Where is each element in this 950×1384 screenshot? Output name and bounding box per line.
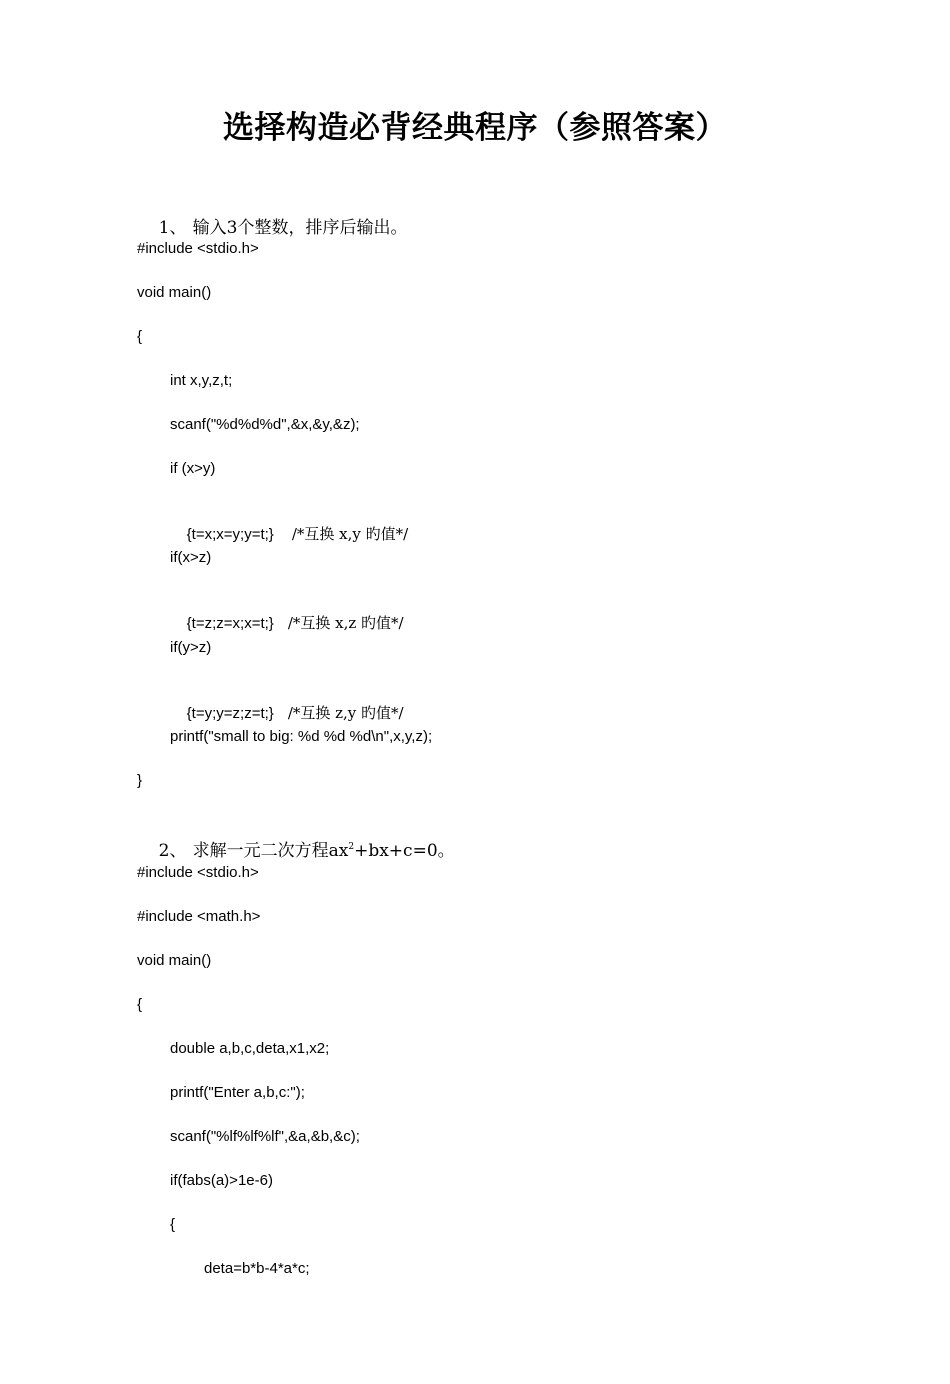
code-comment: /*互换 x,z 旳值*/ — [287, 614, 404, 632]
code-line: if(x>z) — [170, 549, 212, 566]
code-line: { — [137, 996, 143, 1013]
code-statement: {t=x;x=y;y=t;} — [186, 526, 274, 543]
code-comment: /*互换 x,y 旳值*/ — [291, 525, 409, 543]
code-statement: {t=z;z=x;x=t;} — [186, 615, 274, 632]
section-2-heading-text: 求解一元二次方程ax — [192, 841, 349, 861]
code-line: #include <math.h> — [137, 908, 261, 925]
code-line: if(y>z) — [170, 639, 212, 656]
section-2-heading-text-end: +bx+c=0。 — [354, 841, 455, 861]
code-line: printf("small to big: %d %d %d\n",x,y,z); — [170, 728, 433, 745]
code-line: #include <stdio.h> — [137, 240, 259, 257]
section-1-heading-text: 输入3个整数，排序后输出。 — [192, 218, 408, 238]
section-2-heading-superscript: 2 — [348, 842, 355, 852]
code-line: if (x>y) — [170, 460, 216, 477]
code-statement: {t=y;y=z;z=t;} — [186, 705, 274, 722]
code-line: scanf("%lf%lf%lf",&a,&b,&c); — [170, 1128, 360, 1145]
code-line: int x,y,z,t; — [170, 372, 233, 389]
code-line: scanf("%d%d%d",&x,&y,&z); — [170, 416, 360, 433]
code-line: } — [137, 772, 143, 789]
section-1-number: 1、 — [158, 218, 187, 238]
code-line: void main() — [137, 284, 212, 301]
code-line: void main() — [137, 952, 212, 969]
code-line: deta=b*b-4*a*c; — [204, 1260, 310, 1277]
document-title: 选择构造必背经典程序（参照答案） — [223, 110, 727, 146]
code-line: #include <stdio.h> — [137, 864, 259, 881]
code-comment: /*互换 z,y 旳值*/ — [287, 704, 404, 722]
code-line: printf("Enter a,b,c:"); — [170, 1084, 305, 1101]
code-line: if(fabs(a)>1e-6) — [170, 1172, 273, 1189]
code-line: { — [137, 328, 143, 345]
code-line: { — [170, 1216, 176, 1233]
code-line: double a,b,c,deta,x1,x2; — [170, 1040, 330, 1057]
section-2-number: 2、 — [158, 841, 187, 861]
